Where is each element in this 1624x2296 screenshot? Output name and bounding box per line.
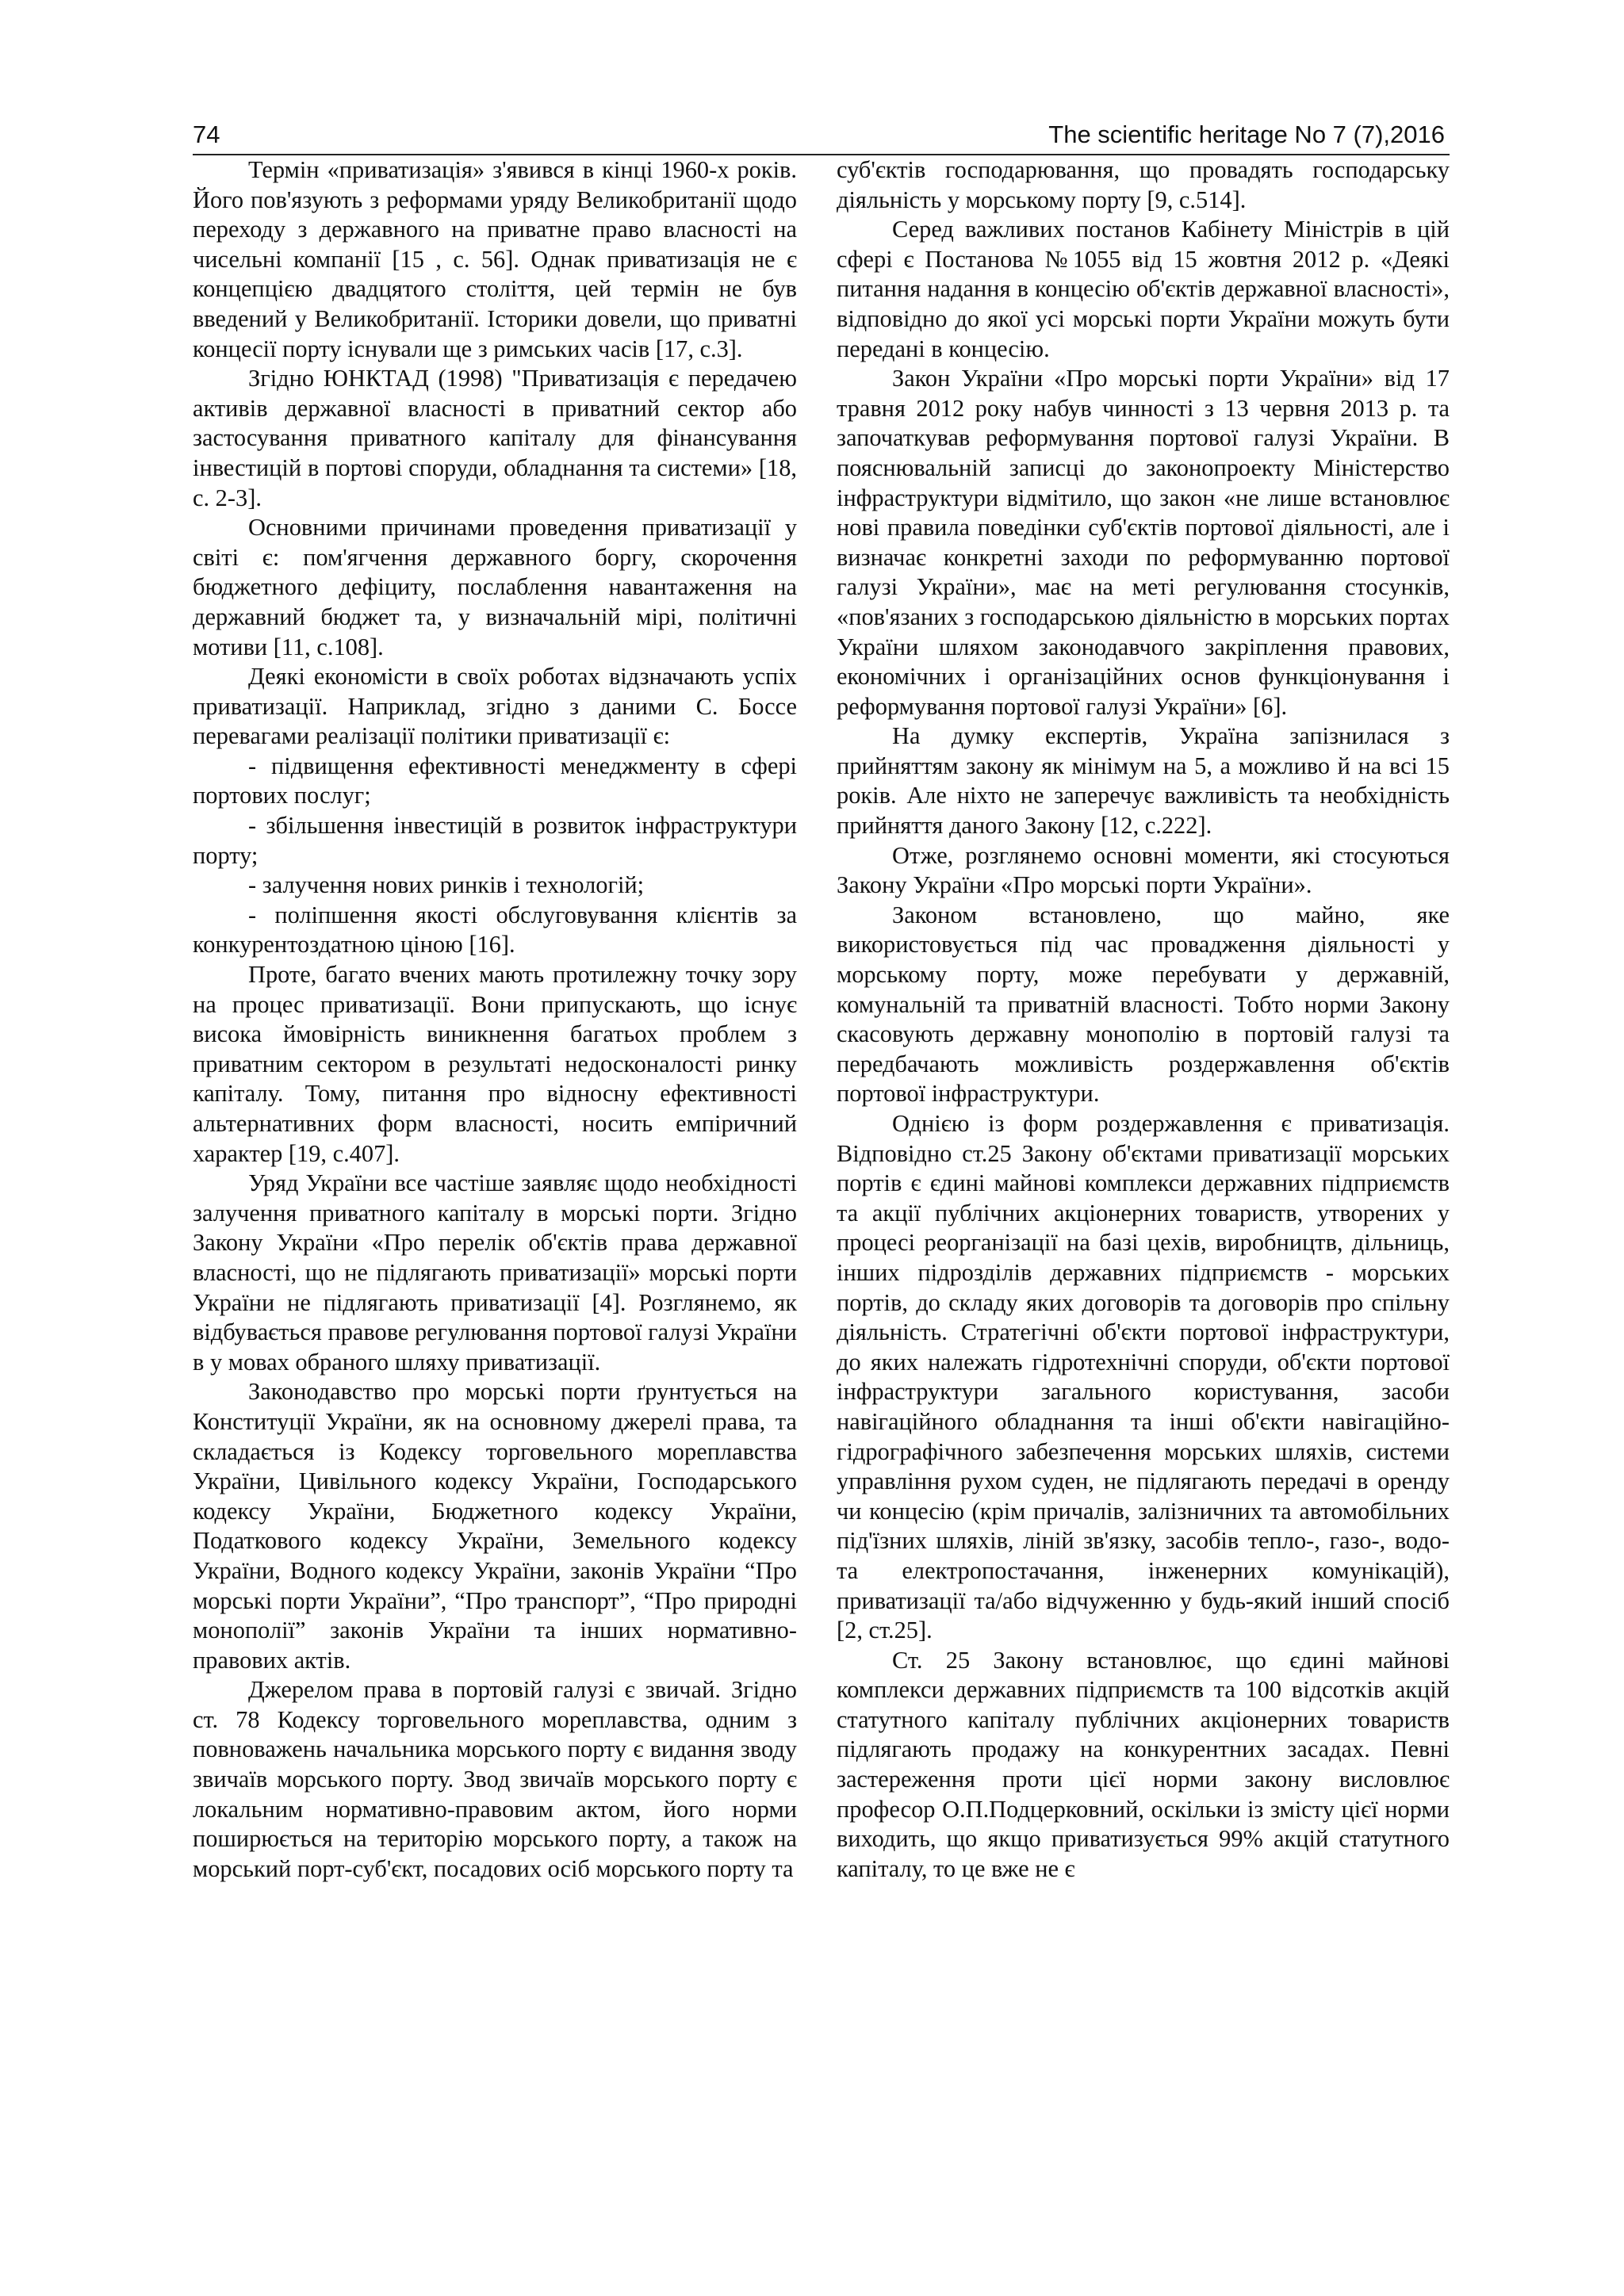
page-header: [193, 119, 1450, 155]
page-number: 74: [193, 121, 220, 148]
paragraph: Ст. 25 Закону встановлює, що єдині майнові комплекси державних підприємств та 100 відсотків акцій статутного капіталу публічних акціонерних товариств підлягають продажу на конкурентних засадах. Певні застереження проти цієї норми закону висловлює професор О.П.Подцерковний, оскільки із змісту цієї норми виходить, що якщо приватизується 99% акцій статутного капіталу, то це вже не є: [837, 1646, 1450, 1882]
list-item: - збільшення інвестицій в розвиток інфраструктури порту;: [193, 812, 797, 869]
paragraph: Отже, розглянемо основні моменти, які стосуються Закону України «Про морські порти України».: [837, 841, 1450, 899]
paragraph: Деякі економісти в своїх роботах відзначають успіх приватизації. Наприклад, згідно з даними С. Боссе перевагами реалізації політики приватизації є:: [193, 663, 797, 750]
paragraph: Серед важливих постанов Кабінету Міністрів в цій сфері є Постанова №1055 від 15 жовтня 2012 р. «Деякі питання надання в концесію об'єктів державної власності», відповідно до якої усі морські порти України можуть бути передані в концесію.: [837, 216, 1450, 362]
paragraph-continuation: суб'єктів господарювання, що провадять господарську діяльність у морському порту [9, с.514].: [837, 156, 1450, 213]
paragraph: Згідно ЮНКТАД (1998) "Приватизація є передачею активів державної власності в приватний сектор або застосування приватного капіталу для фінансування інвестицій в портові споруди, обладнання та системи» [18, с. 2-3].: [193, 365, 797, 511]
list-item: - поліпшення якості обслуговування клієнтів за конкурентоздатною ціною [16].: [193, 901, 797, 959]
paragraph: Однією із форм роздержавлення є приватизація. Відповідно ст.25 Закону об'єктами приватизації морських портів є єдині майнові комплекси державних підприємств та акції публічних акціонерних товариств, утворених у процесі реорганізації на базі цехів, виробництв, дільниць, інших підрозділів державних підприємств - морських портів, до складу яких договорів та договорів про спільну діяльність. Стратегічні об'єкти портової інфраструктури, до яких належать гідротехнічні споруди, об'єкти портової інфраструктури загального користування, засоби навігаційного обладнання та інші об'єкти навігаційно- гідрографічного забезпечення морських шляхів, системи управління рухом суден, не підлягають передачі в оренду чи концесію (крім причалів, залізничних та автомобільних під'їзних шляхів, ліній зв'язку, засобів тепло-, газо-, водо- та електропостачання, інженерних комунікацій), приватизації та/або відчуженню у будь-який інший спосіб [2, ст.25].: [837, 1110, 1450, 1644]
paragraph: Закон України «Про морські порти України» від 17 травня 2012 року набув чинності з 13 червня 2013 р. та започаткував реформування портової галузі України. В пояснювальній записці до законопроекту Міністерство інфраструктури відмітило, що закон «не лише встановлює нові правила поведінки суб'єктів портової діяльності, але і визначає конкретні заходи по реформуванню портової галузі України», має на меті регулювання стосунків, «пов'язаних з господарською діяльністю в морських портах України шляхом законодавчого закріплення правових, економічних і організаційних основ функціонування і реформування портової галузі України» [6].: [837, 365, 1450, 720]
paragraph: Проте, багато вчених мають протилежну точку зору на процес приватизації. Вони припускають, що існує висока ймовірність виникнення багатьох проблем з приватним сектором в результаті недосконалості ринку капіталу. Тому, питання про відносну ефективності альтернативних форм власності, носить емпіричний характер [19, с.407].: [193, 961, 797, 1167]
list-item: - залучення нових ринків і технологій;: [248, 871, 645, 899]
left-column: [193, 155, 797, 1884]
paragraph: Основними причинами проведення приватизації у світі є: пом'ягчення державного боргу, скорочення бюджетного дефіциту, послаблення навантаження на державний бюджет та, у визначальній мірі, політичні мотиви [11, с.108].: [193, 514, 797, 660]
right-column: [837, 155, 1450, 1884]
paragraph: Законом встановлено, що майно, яке використовується під час провадження діяльності у морському порту, може перебувати у державній, комунальній та приватній власності. Тобто норми Закону скасовують державну монополію в портовій галузі та передбачають можливість роздержавлення об'єктів портової інфраструктури.: [837, 901, 1450, 1108]
paragraph: Термін «приватизація» з'явився в кінці 1960-х років. Його пов'язують з реформами уряду Великобританії щодо переходу з державного на приватне право власності на чисельні компанії [15 , с. 56]. Однак приватизація не є концепцією двадцятого століття, цей термін не був введений у Великобританії. Історики довели, що приватні концесії порту існували ще з римських часів [17, с.3].: [193, 156, 797, 362]
paragraph: Джерелом права в портовій галузі є звичай. Згідно ст. 78 Кодексу торговельного мореплавства, одним з повноважень начальника морського порту є видання зводу звичаїв морського порту. Звод звичаїв морського порту є локальним нормативно-правовим актом, його норми поширюється на територію морського порту, а також на морський порт-суб'єкт, посадових осіб морського порту та: [193, 1676, 797, 1882]
paragraph: На думку експертів, Україна запізнилася з прийняттям закону як мінімум на 5, а можливо й на всі 15 років. Але ніхто не заперечує важливість та необхідність прийняття даного Закону [12, с.222].: [837, 722, 1450, 840]
journal-title: The scientific heritage No 7 (7),2016: [1048, 121, 1445, 148]
paragraph: Законодавство про морські порти ґрунтується на Конституції України, як на основному джерелі права, та складається із Кодексу торговельного мореплавства України, Цивільного кодексу України, Господарського кодексу України, Бюджетного кодексу України, Податкового кодексу України, Земельного кодексу України, Водного кодексу України, законів України “Про морські порти України”, “Про транспорт”, “Про природні монополії” законів України та інших нормативно-правових актів.: [193, 1378, 797, 1674]
paragraph: Уряд України все частіше заявляє щодо необхідності залучення приватного капіталу в морські порти. Згідно Закону України «Про перелік об'єктів права державної власності, що не підлягають приватизації» морські порти України не підлягають приватизації [4]. Розглянемо, як відбувається правове регулювання портової галузі України в у мовах обраного шляху приватизації.: [193, 1169, 798, 1376]
list-item: - підвищення ефективності менеджменту в сфері портових послуг;: [193, 752, 797, 809]
